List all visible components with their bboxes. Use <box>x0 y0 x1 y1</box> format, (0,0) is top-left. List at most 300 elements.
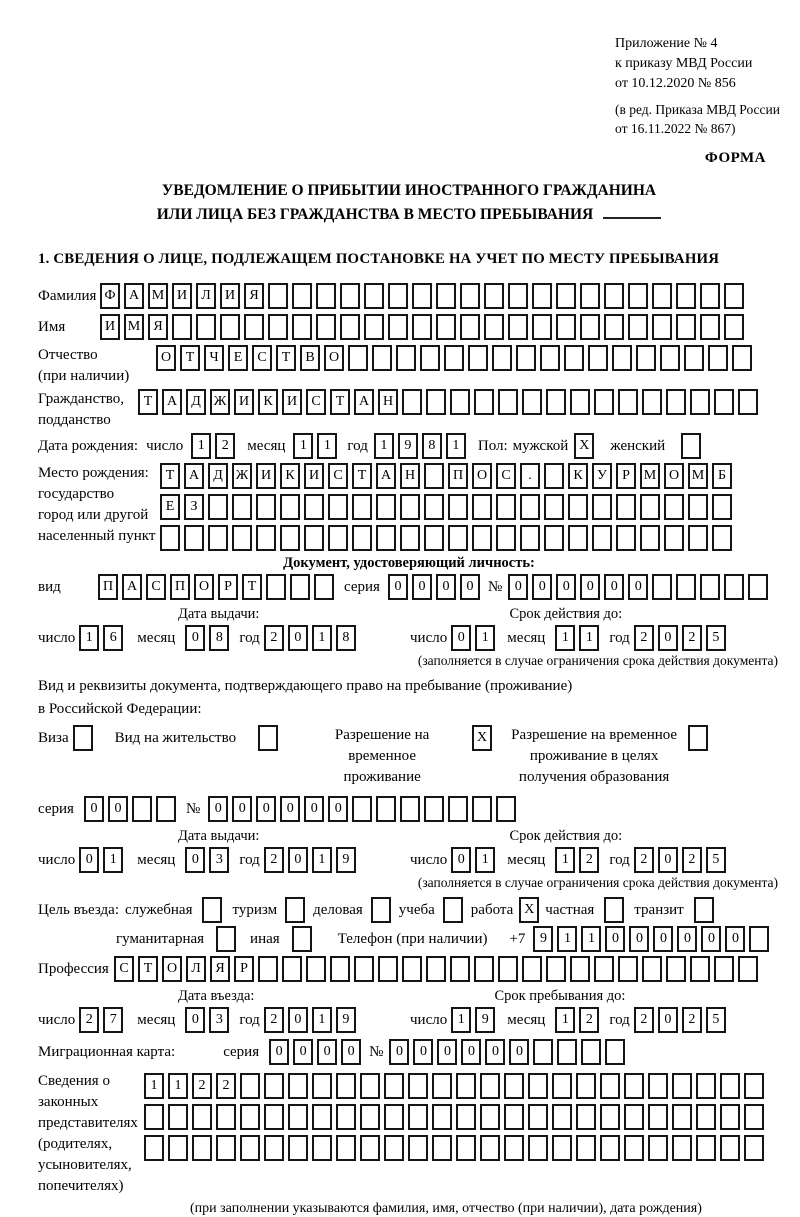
residence-series-cell[interactable]: 0 <box>84 796 104 822</box>
birth-place-char-cell[interactable] <box>568 494 588 520</box>
migration-series-cell[interactable]: 0 <box>317 1039 337 1065</box>
birth-place-char-cell[interactable] <box>496 494 516 520</box>
given-name-char-cell[interactable]: Я <box>148 314 168 340</box>
given-name-char-cell[interactable] <box>172 314 192 340</box>
legal-char-cell[interactable]: 1 <box>168 1073 188 1099</box>
legal-char-cell[interactable] <box>240 1073 260 1099</box>
surname-char-cell[interactable]: Ф <box>100 283 120 309</box>
legal-char-cell[interactable] <box>480 1104 500 1130</box>
stay-day-cell[interactable]: 1 <box>451 1007 471 1033</box>
profession-char-cell[interactable] <box>354 956 374 982</box>
birth-place-char-cell[interactable]: С <box>496 463 516 489</box>
sex-male-checkbox-cell[interactable]: X <box>574 433 594 459</box>
legal-char-cell[interactable] <box>432 1104 452 1130</box>
birth-place-char-cell[interactable]: П <box>448 463 468 489</box>
legal-char-cell[interactable] <box>672 1135 692 1161</box>
doc-series-cell[interactable]: 0 <box>412 574 432 600</box>
doc-issue-month-cell[interactable]: 8 <box>209 625 229 651</box>
legal-char-cell[interactable] <box>456 1073 476 1099</box>
citizenship-char-cell[interactable] <box>450 389 470 415</box>
doc-issue-year-cell[interactable]: 1 <box>312 625 332 651</box>
legal-char-cell[interactable] <box>672 1104 692 1130</box>
given-name-char-cell[interactable] <box>508 314 528 340</box>
given-name-char-cell[interactable] <box>556 314 576 340</box>
doc-kind-char-cell[interactable]: П <box>170 574 190 600</box>
entry-month-cell[interactable]: 0 <box>185 1007 205 1033</box>
residence-number-cell[interactable]: 0 <box>328 796 348 822</box>
legal-char-cell[interactable] <box>432 1073 452 1099</box>
legal-char-cell[interactable] <box>336 1135 356 1161</box>
residence-series-cell[interactable] <box>132 796 152 822</box>
doc-kind-char-cell[interactable] <box>314 574 334 600</box>
birth-place-char-cell[interactable] <box>184 525 204 551</box>
doc-issue-day-cell[interactable]: 1 <box>79 625 99 651</box>
birth-place-char-cell[interactable]: А <box>376 463 396 489</box>
migration-number-cell[interactable] <box>581 1039 601 1065</box>
legal-char-cell[interactable] <box>576 1135 596 1161</box>
birth-place-char-cell[interactable] <box>520 525 540 551</box>
legal-char-cell[interactable] <box>624 1073 644 1099</box>
birth-place-char-cell[interactable]: М <box>688 463 708 489</box>
entry-year-cell[interactable]: 1 <box>312 1007 332 1033</box>
patronymic-char-cell[interactable] <box>492 345 512 371</box>
purpose-study-checkbox-cell[interactable] <box>443 897 463 923</box>
birth-place-char-cell[interactable]: А <box>184 463 204 489</box>
legal-char-cell[interactable] <box>264 1073 284 1099</box>
stay-year-cell[interactable]: 2 <box>682 1007 702 1033</box>
birth-place-char-cell[interactable] <box>640 525 660 551</box>
surname-char-cell[interactable] <box>412 283 432 309</box>
doc-number-cell[interactable] <box>724 574 744 600</box>
birth-place-char-cell[interactable] <box>472 494 492 520</box>
profession-char-cell[interactable] <box>498 956 518 982</box>
residence-number-cell[interactable] <box>424 796 444 822</box>
stay-year-cell[interactable]: 2 <box>634 1007 654 1033</box>
doc-number-cell[interactable]: 0 <box>604 574 624 600</box>
residence-expiry-month-cell[interactable]: 2 <box>579 847 599 873</box>
patronymic-char-cell[interactable] <box>612 345 632 371</box>
birth-place-char-cell[interactable] <box>520 494 540 520</box>
legal-char-cell[interactable] <box>672 1073 692 1099</box>
given-name-char-cell[interactable]: М <box>124 314 144 340</box>
doc-number-cell[interactable] <box>676 574 696 600</box>
legal-char-cell[interactable] <box>744 1135 764 1161</box>
legal-char-cell[interactable] <box>240 1135 260 1161</box>
phone-digit-cell[interactable]: 0 <box>725 926 745 952</box>
surname-char-cell[interactable]: И <box>172 283 192 309</box>
surname-char-cell[interactable] <box>652 283 672 309</box>
citizenship-char-cell[interactable] <box>618 389 638 415</box>
given-name-char-cell[interactable] <box>388 314 408 340</box>
citizenship-char-cell[interactable] <box>402 389 422 415</box>
citizenship-char-cell[interactable] <box>714 389 734 415</box>
legal-char-cell[interactable] <box>360 1104 380 1130</box>
migration-number-cell[interactable] <box>533 1039 553 1065</box>
birth-place-char-cell[interactable]: Ж <box>232 463 252 489</box>
birth-place-char-cell[interactable] <box>568 525 588 551</box>
birth-place-char-cell[interactable]: . <box>520 463 540 489</box>
legal-char-cell[interactable] <box>528 1135 548 1161</box>
doc-number-cell[interactable]: 0 <box>556 574 576 600</box>
profession-char-cell[interactable] <box>450 956 470 982</box>
residence-issue-year-cell[interactable]: 0 <box>288 847 308 873</box>
profession-char-cell[interactable] <box>642 956 662 982</box>
birth-place-char-cell[interactable] <box>616 525 636 551</box>
patronymic-char-cell[interactable] <box>588 345 608 371</box>
legal-char-cell[interactable] <box>168 1104 188 1130</box>
given-name-char-cell[interactable] <box>628 314 648 340</box>
birth-place-char-cell[interactable]: О <box>664 463 684 489</box>
residence-number-cell[interactable] <box>352 796 372 822</box>
residence-series-cell[interactable]: 0 <box>108 796 128 822</box>
given-name-char-cell[interactable] <box>364 314 384 340</box>
birth-place-char-cell[interactable] <box>160 525 180 551</box>
given-name-char-cell[interactable] <box>604 314 624 340</box>
birth-place-char-cell[interactable] <box>448 494 468 520</box>
phone-digit-cell[interactable] <box>749 926 769 952</box>
patronymic-char-cell[interactable] <box>396 345 416 371</box>
doc-kind-char-cell[interactable]: О <box>194 574 214 600</box>
legal-char-cell[interactable] <box>552 1135 572 1161</box>
birth-place-char-cell[interactable] <box>256 494 276 520</box>
given-name-char-cell[interactable]: И <box>100 314 120 340</box>
birth-place-char-cell[interactable]: Р <box>616 463 636 489</box>
residence-expiry-year-cell[interactable]: 2 <box>682 847 702 873</box>
residence-expiry-day-cell[interactable]: 0 <box>451 847 471 873</box>
birth-place-char-cell[interactable] <box>376 494 396 520</box>
legal-char-cell[interactable] <box>312 1073 332 1099</box>
citizenship-char-cell[interactable]: К <box>258 389 278 415</box>
legal-char-cell[interactable] <box>744 1104 764 1130</box>
doc-issue-year-cell[interactable]: 8 <box>336 625 356 651</box>
birth-place-char-cell[interactable] <box>208 494 228 520</box>
given-name-char-cell[interactable] <box>652 314 672 340</box>
legal-char-cell[interactable] <box>600 1135 620 1161</box>
residence-number-cell[interactable] <box>448 796 468 822</box>
legal-char-cell[interactable] <box>264 1104 284 1130</box>
residence-series-cell[interactable] <box>156 796 176 822</box>
birth-month-cell[interactable]: 1 <box>317 433 337 459</box>
migration-number-cell[interactable] <box>605 1039 625 1065</box>
birth-place-char-cell[interactable] <box>328 494 348 520</box>
surname-char-cell[interactable] <box>700 283 720 309</box>
surname-char-cell[interactable] <box>628 283 648 309</box>
patronymic-char-cell[interactable] <box>636 345 656 371</box>
legal-char-cell[interactable] <box>576 1073 596 1099</box>
education-residence-checkbox-cell[interactable] <box>688 725 708 751</box>
legal-char-cell[interactable] <box>216 1104 236 1130</box>
profession-char-cell[interactable] <box>258 956 278 982</box>
phone-digit-cell[interactable]: 0 <box>677 926 697 952</box>
residence-number-cell[interactable] <box>400 796 420 822</box>
migration-number-cell[interactable]: 0 <box>389 1039 409 1065</box>
given-name-char-cell[interactable] <box>268 314 288 340</box>
profession-char-cell[interactable] <box>474 956 494 982</box>
given-name-char-cell[interactable] <box>196 314 216 340</box>
birth-place-char-cell[interactable] <box>544 525 564 551</box>
given-name-char-cell[interactable] <box>580 314 600 340</box>
profession-char-cell[interactable] <box>594 956 614 982</box>
patronymic-char-cell[interactable] <box>444 345 464 371</box>
legal-char-cell[interactable] <box>288 1135 308 1161</box>
legal-char-cell[interactable] <box>648 1104 668 1130</box>
legal-char-cell[interactable] <box>480 1073 500 1099</box>
legal-char-cell[interactable] <box>720 1135 740 1161</box>
doc-series-cell[interactable]: 0 <box>436 574 456 600</box>
birth-day-cell[interactable]: 1 <box>191 433 211 459</box>
legal-char-cell[interactable] <box>576 1104 596 1130</box>
patronymic-char-cell[interactable] <box>684 345 704 371</box>
legal-char-cell[interactable] <box>312 1104 332 1130</box>
legal-char-cell[interactable] <box>528 1073 548 1099</box>
stay-year-cell[interactable]: 5 <box>706 1007 726 1033</box>
patronymic-char-cell[interactable]: В <box>300 345 320 371</box>
profession-char-cell[interactable] <box>378 956 398 982</box>
legal-char-cell[interactable] <box>600 1073 620 1099</box>
birth-place-char-cell[interactable] <box>376 525 396 551</box>
given-name-char-cell[interactable] <box>484 314 504 340</box>
profession-char-cell[interactable] <box>618 956 638 982</box>
residence-issue-year-cell[interactable]: 9 <box>336 847 356 873</box>
patronymic-char-cell[interactable] <box>732 345 752 371</box>
birth-year-cell[interactable]: 8 <box>422 433 442 459</box>
citizenship-char-cell[interactable]: С <box>306 389 326 415</box>
birth-year-cell[interactable]: 1 <box>374 433 394 459</box>
purpose-official-checkbox-cell[interactable] <box>202 897 222 923</box>
doc-kind-char-cell[interactable]: С <box>146 574 166 600</box>
surname-char-cell[interactable] <box>724 283 744 309</box>
surname-char-cell[interactable] <box>580 283 600 309</box>
doc-kind-char-cell[interactable]: П <box>98 574 118 600</box>
legal-char-cell[interactable]: 2 <box>192 1073 212 1099</box>
citizenship-char-cell[interactable] <box>666 389 686 415</box>
legal-char-cell[interactable] <box>384 1073 404 1099</box>
residence-expiry-year-cell[interactable]: 0 <box>658 847 678 873</box>
residence-number-cell[interactable]: 0 <box>304 796 324 822</box>
given-name-char-cell[interactable] <box>460 314 480 340</box>
birth-place-char-cell[interactable] <box>544 463 564 489</box>
migration-number-cell[interactable]: 0 <box>413 1039 433 1065</box>
birth-year-cell[interactable]: 9 <box>398 433 418 459</box>
legal-char-cell[interactable] <box>408 1104 428 1130</box>
birth-place-char-cell[interactable] <box>304 494 324 520</box>
legal-char-cell[interactable] <box>456 1104 476 1130</box>
phone-digit-cell[interactable]: 9 <box>533 926 553 952</box>
citizenship-char-cell[interactable] <box>546 389 566 415</box>
birth-place-char-cell[interactable] <box>304 525 324 551</box>
birth-place-char-cell[interactable]: Т <box>160 463 180 489</box>
doc-expiry-year-cell[interactable]: 5 <box>706 625 726 651</box>
legal-char-cell[interactable] <box>384 1135 404 1161</box>
doc-series-cell[interactable]: 0 <box>388 574 408 600</box>
legal-char-cell[interactable]: 2 <box>216 1073 236 1099</box>
surname-char-cell[interactable] <box>292 283 312 309</box>
birth-place-char-cell[interactable]: У <box>592 463 612 489</box>
migration-series-cell[interactable]: 0 <box>341 1039 361 1065</box>
birth-place-char-cell[interactable]: И <box>256 463 276 489</box>
birth-place-char-cell[interactable]: К <box>280 463 300 489</box>
legal-char-cell[interactable] <box>648 1135 668 1161</box>
profession-char-cell[interactable] <box>306 956 326 982</box>
legal-char-cell[interactable] <box>168 1135 188 1161</box>
residence-issue-year-cell[interactable]: 1 <box>312 847 332 873</box>
patronymic-char-cell[interactable]: Е <box>228 345 248 371</box>
legal-char-cell[interactable] <box>624 1104 644 1130</box>
legal-char-cell[interactable] <box>408 1073 428 1099</box>
legal-char-cell[interactable] <box>336 1073 356 1099</box>
patronymic-char-cell[interactable] <box>540 345 560 371</box>
phone-digit-cell[interactable]: 0 <box>701 926 721 952</box>
birth-place-char-cell[interactable] <box>664 494 684 520</box>
purpose-private-checkbox-cell[interactable] <box>604 897 624 923</box>
residence-number-cell[interactable]: 0 <box>232 796 252 822</box>
birth-place-char-cell[interactable] <box>208 525 228 551</box>
entry-year-cell[interactable]: 0 <box>288 1007 308 1033</box>
doc-series-cell[interactable]: 0 <box>460 574 480 600</box>
residence-issue-day-cell[interactable]: 0 <box>79 847 99 873</box>
legal-char-cell[interactable] <box>528 1104 548 1130</box>
residence-number-cell[interactable]: 0 <box>280 796 300 822</box>
surname-char-cell[interactable] <box>676 283 696 309</box>
stay-month-cell[interactable]: 2 <box>579 1007 599 1033</box>
surname-char-cell[interactable]: М <box>148 283 168 309</box>
birth-place-char-cell[interactable] <box>352 494 372 520</box>
given-name-char-cell[interactable] <box>244 314 264 340</box>
surname-char-cell[interactable] <box>388 283 408 309</box>
profession-char-cell[interactable] <box>714 956 734 982</box>
surname-char-cell[interactable]: Я <box>244 283 264 309</box>
birth-place-char-cell[interactable] <box>664 525 684 551</box>
legal-char-cell[interactable] <box>504 1135 524 1161</box>
legal-char-cell[interactable] <box>408 1135 428 1161</box>
profession-char-cell[interactable] <box>522 956 542 982</box>
surname-char-cell[interactable] <box>508 283 528 309</box>
residence-expiry-month-cell[interactable]: 1 <box>555 847 575 873</box>
birth-place-char-cell[interactable]: Б <box>712 463 732 489</box>
doc-number-cell[interactable]: 0 <box>580 574 600 600</box>
surname-char-cell[interactable] <box>316 283 336 309</box>
birth-place-char-cell[interactable]: Т <box>352 463 372 489</box>
legal-char-cell[interactable] <box>144 1135 164 1161</box>
birth-place-char-cell[interactable]: И <box>304 463 324 489</box>
given-name-char-cell[interactable] <box>676 314 696 340</box>
profession-char-cell[interactable] <box>738 956 758 982</box>
legal-char-cell[interactable] <box>192 1135 212 1161</box>
phone-digit-cell[interactable]: 1 <box>557 926 577 952</box>
migration-number-cell[interactable]: 0 <box>437 1039 457 1065</box>
citizenship-char-cell[interactable]: И <box>282 389 302 415</box>
birth-place-char-cell[interactable] <box>616 494 636 520</box>
patronymic-char-cell[interactable]: Т <box>276 345 296 371</box>
patronymic-char-cell[interactable] <box>420 345 440 371</box>
citizenship-char-cell[interactable]: А <box>354 389 374 415</box>
citizenship-char-cell[interactable] <box>522 389 542 415</box>
surname-char-cell[interactable] <box>268 283 288 309</box>
birth-place-char-cell[interactable] <box>712 525 732 551</box>
legal-char-cell[interactable] <box>288 1104 308 1130</box>
legal-char-cell[interactable] <box>744 1073 764 1099</box>
migration-number-cell[interactable]: 0 <box>485 1039 505 1065</box>
birth-place-char-cell[interactable] <box>232 525 252 551</box>
birth-place-char-cell[interactable] <box>424 525 444 551</box>
birth-place-char-cell[interactable] <box>328 525 348 551</box>
birth-place-char-cell[interactable] <box>232 494 252 520</box>
birth-place-char-cell[interactable] <box>688 525 708 551</box>
doc-kind-char-cell[interactable]: Р <box>218 574 238 600</box>
doc-issue-year-cell[interactable]: 2 <box>264 625 284 651</box>
doc-number-cell[interactable] <box>652 574 672 600</box>
patronymic-char-cell[interactable]: О <box>324 345 344 371</box>
given-name-char-cell[interactable] <box>436 314 456 340</box>
birth-place-char-cell[interactable] <box>472 525 492 551</box>
citizenship-char-cell[interactable]: Н <box>378 389 398 415</box>
residence-issue-year-cell[interactable]: 2 <box>264 847 284 873</box>
birth-place-char-cell[interactable] <box>400 494 420 520</box>
doc-expiry-day-cell[interactable]: 0 <box>451 625 471 651</box>
doc-expiry-day-cell[interactable]: 1 <box>475 625 495 651</box>
migration-series-cell[interactable]: 0 <box>293 1039 313 1065</box>
doc-kind-char-cell[interactable]: Т <box>242 574 262 600</box>
birth-place-char-cell[interactable]: К <box>568 463 588 489</box>
legal-char-cell[interactable] <box>480 1135 500 1161</box>
entry-month-cell[interactable]: 3 <box>209 1007 229 1033</box>
purpose-work-checkbox-cell[interactable]: X <box>519 897 539 923</box>
patronymic-char-cell[interactable] <box>516 345 536 371</box>
purpose-transit-checkbox-cell[interactable] <box>694 897 714 923</box>
patronymic-char-cell[interactable]: Ч <box>204 345 224 371</box>
given-name-char-cell[interactable] <box>340 314 360 340</box>
birth-place-char-cell[interactable]: З <box>184 494 204 520</box>
legal-char-cell[interactable] <box>696 1104 716 1130</box>
residence-permit-checkbox-cell[interactable] <box>258 725 278 751</box>
profession-char-cell[interactable]: Я <box>210 956 230 982</box>
given-name-char-cell[interactable] <box>700 314 720 340</box>
patronymic-char-cell[interactable] <box>660 345 680 371</box>
entry-day-cell[interactable]: 2 <box>79 1007 99 1033</box>
legal-char-cell[interactable] <box>696 1073 716 1099</box>
profession-char-cell[interactable] <box>426 956 446 982</box>
surname-char-cell[interactable] <box>460 283 480 309</box>
citizenship-char-cell[interactable] <box>570 389 590 415</box>
doc-number-cell[interactable]: 0 <box>628 574 648 600</box>
purpose-business-checkbox-cell[interactable] <box>371 897 391 923</box>
residence-issue-month-cell[interactable]: 3 <box>209 847 229 873</box>
visa-checkbox-cell[interactable] <box>73 725 93 751</box>
given-name-char-cell[interactable] <box>316 314 336 340</box>
surname-char-cell[interactable] <box>604 283 624 309</box>
profession-char-cell[interactable]: С <box>114 956 134 982</box>
purpose-other-checkbox-cell[interactable] <box>292 926 312 952</box>
birth-place-char-cell[interactable] <box>640 494 660 520</box>
surname-char-cell[interactable] <box>364 283 384 309</box>
temp-residence-checkbox-cell[interactable]: X <box>472 725 492 751</box>
legal-char-cell[interactable] <box>696 1135 716 1161</box>
doc-expiry-year-cell[interactable]: 0 <box>658 625 678 651</box>
birth-place-char-cell[interactable] <box>496 525 516 551</box>
legal-char-cell[interactable] <box>504 1073 524 1099</box>
phone-digit-cell[interactable]: 1 <box>581 926 601 952</box>
residence-number-cell[interactable] <box>472 796 492 822</box>
profession-char-cell[interactable]: Р <box>234 956 254 982</box>
entry-year-cell[interactable]: 9 <box>336 1007 356 1033</box>
legal-char-cell[interactable]: 1 <box>144 1073 164 1099</box>
legal-char-cell[interactable] <box>456 1135 476 1161</box>
legal-char-cell[interactable] <box>288 1073 308 1099</box>
citizenship-char-cell[interactable] <box>474 389 494 415</box>
legal-char-cell[interactable] <box>336 1104 356 1130</box>
birth-month-cell[interactable]: 1 <box>293 433 313 459</box>
citizenship-char-cell[interactable] <box>642 389 662 415</box>
